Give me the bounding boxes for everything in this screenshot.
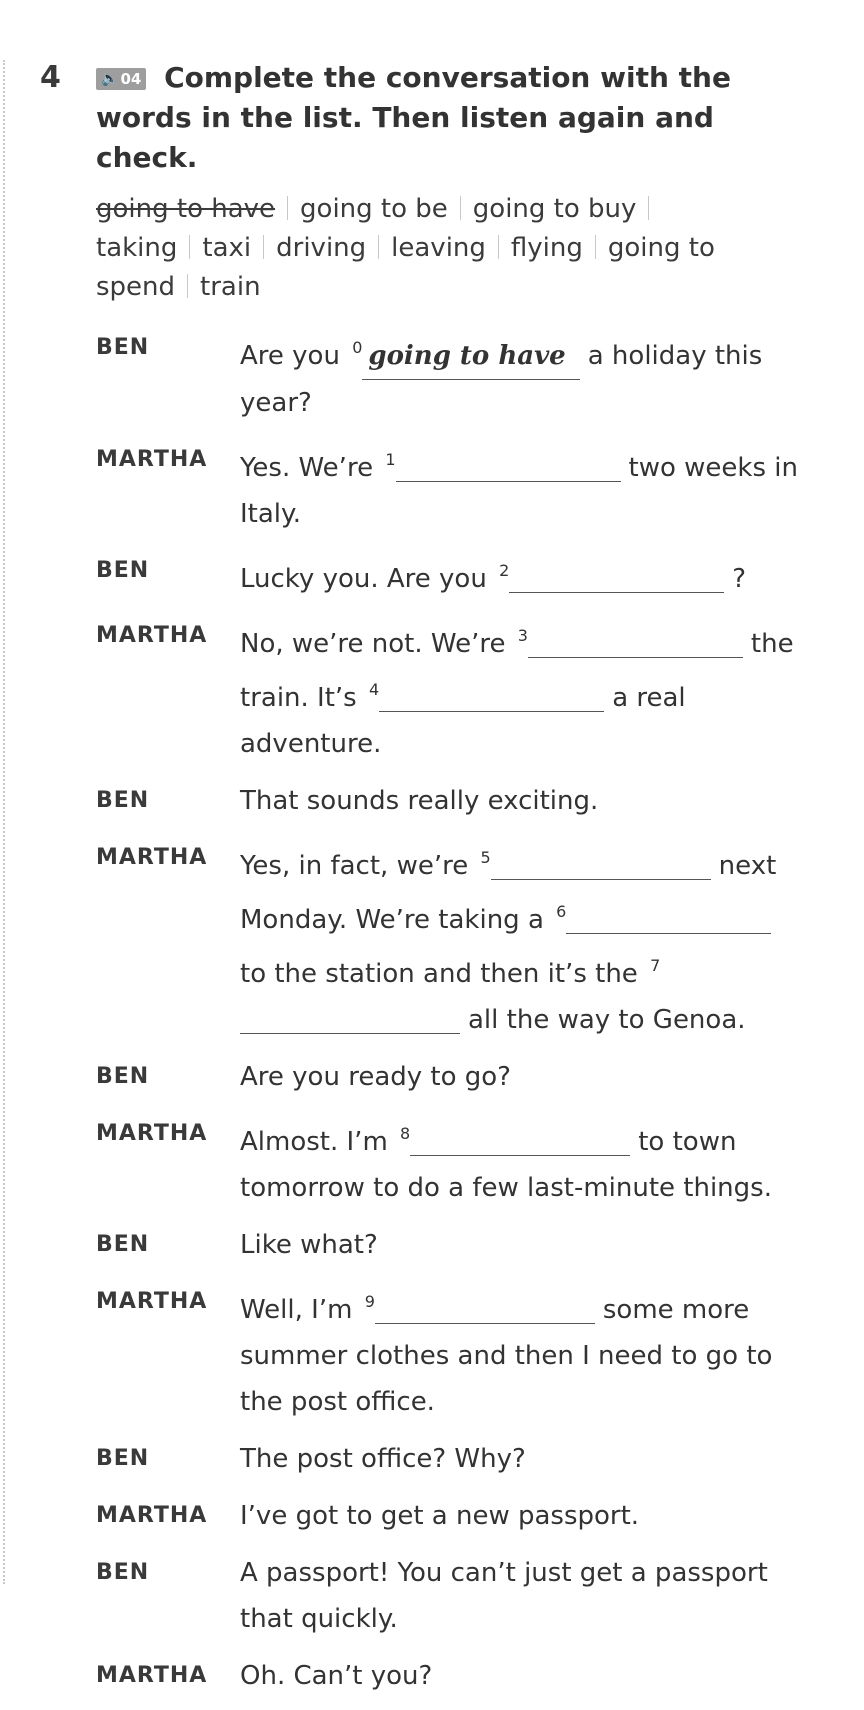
speech-fragment: I’ve got to get a new passport.: [240, 1501, 640, 1531]
speech-text: [240, 437, 800, 537]
speaker-icon: 🔈: [101, 71, 119, 87]
audio-track-button[interactable]: [96, 68, 146, 90]
page-edge-divider: [3, 60, 5, 1584]
speech-fragment: No, we’re not. We’re: [240, 629, 506, 659]
speech-text: [240, 835, 800, 1043]
speaker-name: MARTHA: [96, 447, 208, 472]
answer-blank[interactable]: [240, 1005, 460, 1034]
speech-fragment: Yes, in fact, we’re: [240, 851, 469, 881]
speech-text: [240, 778, 800, 824]
speech-text: [240, 1222, 800, 1268]
gap-number: 8: [400, 1124, 411, 1143]
dialogue-line: [96, 437, 830, 537]
speaker-name: BEN: [96, 1232, 150, 1257]
speech-fragment: next Monday. We’re taking a: [240, 851, 777, 935]
dialogue-line: [96, 613, 830, 767]
speech-fragment: Are you: [240, 341, 340, 371]
gap-number: 6: [556, 902, 567, 921]
dialogue-line: [96, 548, 830, 602]
speech-text: [240, 1436, 800, 1482]
dialogue-line: [96, 1054, 830, 1100]
gap-number: 9: [364, 1292, 375, 1311]
speech-text: [240, 613, 800, 767]
speaker-name: BEN: [96, 788, 150, 813]
gap-number: 7: [650, 956, 661, 975]
speech-fragment: some more summer clothes and then I need to go to the post office.: [240, 1295, 773, 1417]
speech-text: [240, 1653, 800, 1699]
dialogue-line: [96, 1653, 830, 1699]
speech-fragment: Yes. We’re: [240, 453, 374, 483]
speaker-name: MARTHA: [96, 1663, 208, 1688]
word-separator: [460, 196, 461, 220]
exercise-4: [40, 58, 830, 1710]
word-list-item: driving: [276, 233, 367, 263]
speech-fragment: the train. It’s: [240, 629, 794, 713]
dialogue-line: [96, 1279, 830, 1425]
word-separator: [595, 235, 596, 259]
speech-fragment: The post office? Why?: [240, 1444, 526, 1474]
gap-number: 1: [385, 450, 396, 469]
dialogue-line: [96, 1111, 830, 1211]
speech-fragment: Are you ready to go?: [240, 1062, 511, 1092]
word-list: [96, 190, 716, 307]
speech-text: [240, 1111, 800, 1211]
gap-number: 3: [517, 626, 528, 645]
audio-track-number: 04: [120, 70, 142, 88]
word-list-item: taking: [96, 233, 178, 263]
speech-fragment: two weeks in Italy.: [240, 453, 798, 529]
example-answer: going to have: [362, 333, 579, 380]
dialogue: [96, 325, 830, 1699]
speech-fragment: a holiday this year?: [240, 341, 763, 418]
answer-blank[interactable]: [528, 629, 743, 658]
dialogue-line: [96, 1493, 830, 1539]
dialogue-line: [96, 778, 830, 824]
speech-fragment: all the way to Genoa.: [468, 1005, 746, 1035]
word-separator: [378, 235, 379, 259]
speech-text: [240, 548, 800, 602]
dialogue-line: [96, 1436, 830, 1482]
speaker-name: MARTHA: [96, 623, 208, 648]
word-list-item: going to spend: [96, 233, 715, 302]
word-list-item: flying: [510, 233, 583, 263]
speech-fragment: A passport! You can’t just get a passport that quickly.: [240, 1558, 768, 1634]
answer-blank[interactable]: [566, 905, 771, 934]
exercise-number: 4: [40, 60, 61, 95]
dialogue-line: [96, 1222, 830, 1268]
dialogue-line: [96, 1550, 830, 1642]
speaker-name: MARTHA: [96, 845, 208, 870]
word-list-item: going to be: [300, 194, 448, 224]
answer-blank[interactable]: [375, 1295, 595, 1324]
word-list-item: taxi: [202, 233, 252, 263]
speaker-name: MARTHA: [96, 1289, 208, 1314]
speech-text: [240, 1279, 800, 1425]
word-list-item-used: going to have: [96, 194, 276, 224]
speaker-name: MARTHA: [96, 1121, 208, 1146]
word-separator: [189, 235, 190, 259]
word-separator: [498, 235, 499, 259]
answer-blank[interactable]: [396, 453, 621, 482]
dialogue-line: [96, 325, 830, 426]
speaker-name: MARTHA: [96, 1503, 208, 1528]
word-list-item: leaving: [391, 233, 486, 263]
speech-text: [240, 1550, 800, 1642]
speech-fragment: Oh. Can’t you?: [240, 1661, 433, 1691]
speech-fragment: That sounds really exciting.: [240, 786, 599, 816]
word-list-item: train: [200, 272, 261, 302]
answer-blank[interactable]: [509, 564, 724, 593]
speech-text: [240, 1054, 800, 1100]
word-separator: [287, 196, 288, 220]
exercise-title: [96, 58, 796, 178]
speaker-name: BEN: [96, 1064, 150, 1089]
dialogue-line: [96, 835, 830, 1043]
speech-fragment: to the station and then it’s the: [240, 959, 638, 989]
word-list-item: going to buy: [472, 194, 637, 224]
answer-blank[interactable]: [379, 683, 604, 712]
gap-number: 5: [480, 848, 491, 867]
speech-fragment: to town tomorrow to do a few last-minute things.: [240, 1127, 772, 1203]
word-separator: [648, 196, 649, 220]
speaker-name: BEN: [96, 1560, 150, 1585]
answer-blank[interactable]: [410, 1127, 630, 1156]
gap-number: 0: [352, 338, 363, 357]
speech-fragment: Well, I’m: [240, 1295, 353, 1325]
speech-text: [240, 1493, 800, 1539]
speaker-name: BEN: [96, 335, 150, 360]
speech-fragment: Almost. I’m: [240, 1127, 388, 1157]
word-separator: [263, 235, 264, 259]
speech-fragment: a real adventure.: [240, 683, 686, 759]
speaker-name: BEN: [96, 558, 150, 583]
word-separator: [187, 274, 188, 298]
exercise-header: [40, 58, 830, 178]
gap-number: 2: [499, 561, 510, 580]
gap-number: 4: [369, 680, 380, 699]
answer-blank[interactable]: [491, 851, 711, 880]
speech-fragment: ?: [732, 564, 747, 594]
speech-text: [240, 325, 800, 426]
speaker-name: BEN: [96, 1446, 150, 1471]
speech-fragment: Lucky you. Are you: [240, 564, 487, 594]
exercise-instruction: Complete the conversation with the words in the list. Then listen again and check.: [96, 61, 731, 174]
speech-fragment: Like what?: [240, 1230, 378, 1260]
